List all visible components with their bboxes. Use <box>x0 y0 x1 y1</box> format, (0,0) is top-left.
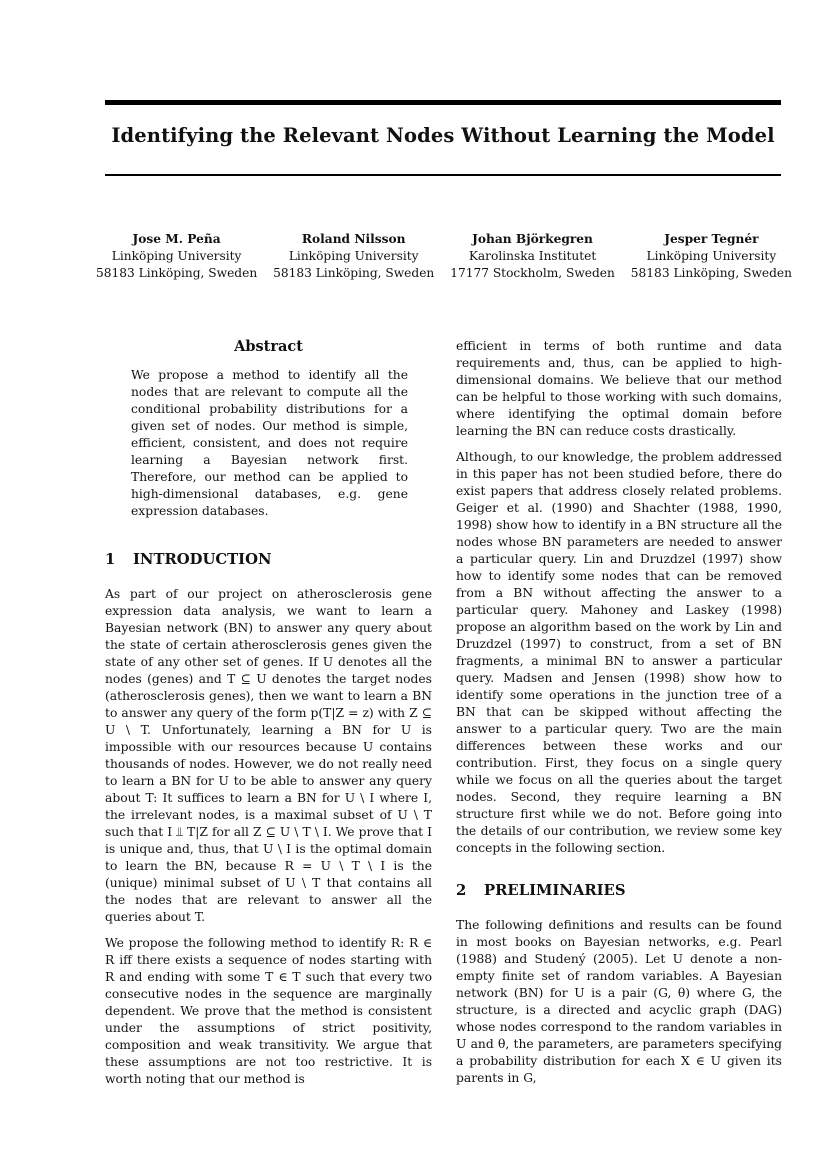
top-rule <box>105 100 781 105</box>
author-name: Jesper Tegnér <box>664 232 759 246</box>
section-2-heading <box>456 881 782 901</box>
author-affiliation: Linköping University <box>111 249 242 263</box>
author-name: Johan Björkegren <box>472 232 593 246</box>
author-address: 17177 Stockholm, Sweden <box>450 266 615 280</box>
left-column <box>105 338 432 1097</box>
preliminaries-paragraph-1: The following definitions and results can be found in most books on Bayesian networks, e.g. Pearl (1988) and Studený (2005). Let U denote a non-empty finite set of random variables. A Bayesian network (BN) for U is a pair (G, θ) where G, the structure, is a directed and acyclic graph (DAG) whose nodes correspond to the random variables in U and θ, the parameters, are parameters specifying a probability distribution for each X ∈ U given its parents in G, <box>456 918 782 1085</box>
author-address: 58183 Linköping, Sweden <box>630 266 792 280</box>
author-block <box>96 231 792 282</box>
author-name: Roland Nilsson <box>301 232 406 246</box>
intro-paragraph-1: As part of our project on atherosclerosis gene expression data analysis, we want to learn a Bayesian network (BN) to answer any query about the state of certain atherosclerosis genes given the state of any other set of genes. If U denotes all the nodes (genes) and T ⊆ U denotes the target nodes (atherosclerosis genes), then we want to learn a BN to answer any query of the form p(T|Z = z) with Z ⊆ U \ T. Unfortunately, learning a BN for U is impossible with our resources because U contains thousands of nodes. However, we do not really need to learn a BN for U to be able to answer any query about T: It suffices to learn a BN for U \ I where I, the irrelevant nodes, is a maximal subset of U \ T such that I ⫫ T|Z for all Z ⊆ U \ T \ I. We prove that I is unique and, thus, that U \ I is the optimal domain to learn the BN, because R = U \ T \ I is the (unique) minimal subset of U \ T that contains all the nodes that are relevant to answer all the queries about T. <box>105 587 432 924</box>
author-name: Jose M. Peña <box>132 232 221 246</box>
intro-paragraph-4: Although, to our knowledge, the problem addressed in this paper has not been studied before, there do exist papers that address closely related problems. Geiger et al. (1990) and Shachter (1988, 1990, 1998) show how to identify in a BN structure all the nodes whose BN parameters are needed to answer a particular query. Lin and Druzdzel (1997) show how to identify some nodes that can be removed from a BN without affecting the answer to a particular query. Mahoney and Laskey (1998) propose an algorithm based on the work by Lin and Druzdzel (1997) to construct, from a set of BN fragments, a minimal BN to answer a particular query. Madsen and Jensen (1998) show how to identify some operations in the junction tree of a BN that can be skipped without affecting the answer to a particular query. Two are the main differences between these works and our contribution. First, they focus on a single query while we focus on all the queries about the target nodes. Second, they require learning a BN structure first while we do not. Before going into the details of our contribution, we review some key concepts in the following section. <box>456 450 782 855</box>
right-column <box>456 338 782 1096</box>
section-number: 1 <box>105 551 116 568</box>
author-address: 58183 Linköping, Sweden <box>96 266 258 280</box>
section-1-heading <box>105 550 432 570</box>
intro-paragraph-2: We propose the following method to identify R: R ∈ R iff there exists a sequence of nodes starting with R and ending with some T ∈ T such that every two consecutive nodes in the sequence are marginally dependent. We prove that the method is consistent under the assumptions of strict positivity, composition and weak transitivity. We argue that these assumptions are not too restrictive. It is worth noting that our method is <box>105 936 432 1086</box>
author-2 <box>273 231 434 282</box>
abstract-text: We propose a method to identify all the nodes that are relevant to compute all the conditional probability distributions for a given set of nodes. Our method is simple, efficient, consistent, and does not require learning a Bayesian network first. Therefore, our method can be applied to high-dimensional databases, e.g. gene expression databases. <box>131 368 408 518</box>
author-affiliation: Linköping University <box>288 249 419 263</box>
author-affiliation: Linköping University <box>646 249 777 263</box>
author-address: 58183 Linköping, Sweden <box>273 266 435 280</box>
intro-paragraph-3: efficient in terms of both runtime and data requirements and, thus, can be applied to high-dimensional domains. We believe that our method can be helpful to those working with such domains, where identifying the optimal domain before learning the BN can reduce costs drastically. <box>456 339 782 438</box>
author-affiliation: Karolinska Institutet <box>468 249 597 263</box>
author-1 <box>96 231 257 282</box>
paper-title: Identifying the Relevant Nodes Without Learning the Model <box>111 124 775 147</box>
section-number: 2 <box>456 882 467 899</box>
author-4 <box>631 231 792 282</box>
title-rule <box>105 174 781 176</box>
section-title: INTRODUCTION <box>133 551 272 568</box>
section-title: PRELIMINARIES <box>484 882 626 899</box>
author-3 <box>450 231 615 282</box>
abstract-heading: Abstract <box>234 338 303 355</box>
